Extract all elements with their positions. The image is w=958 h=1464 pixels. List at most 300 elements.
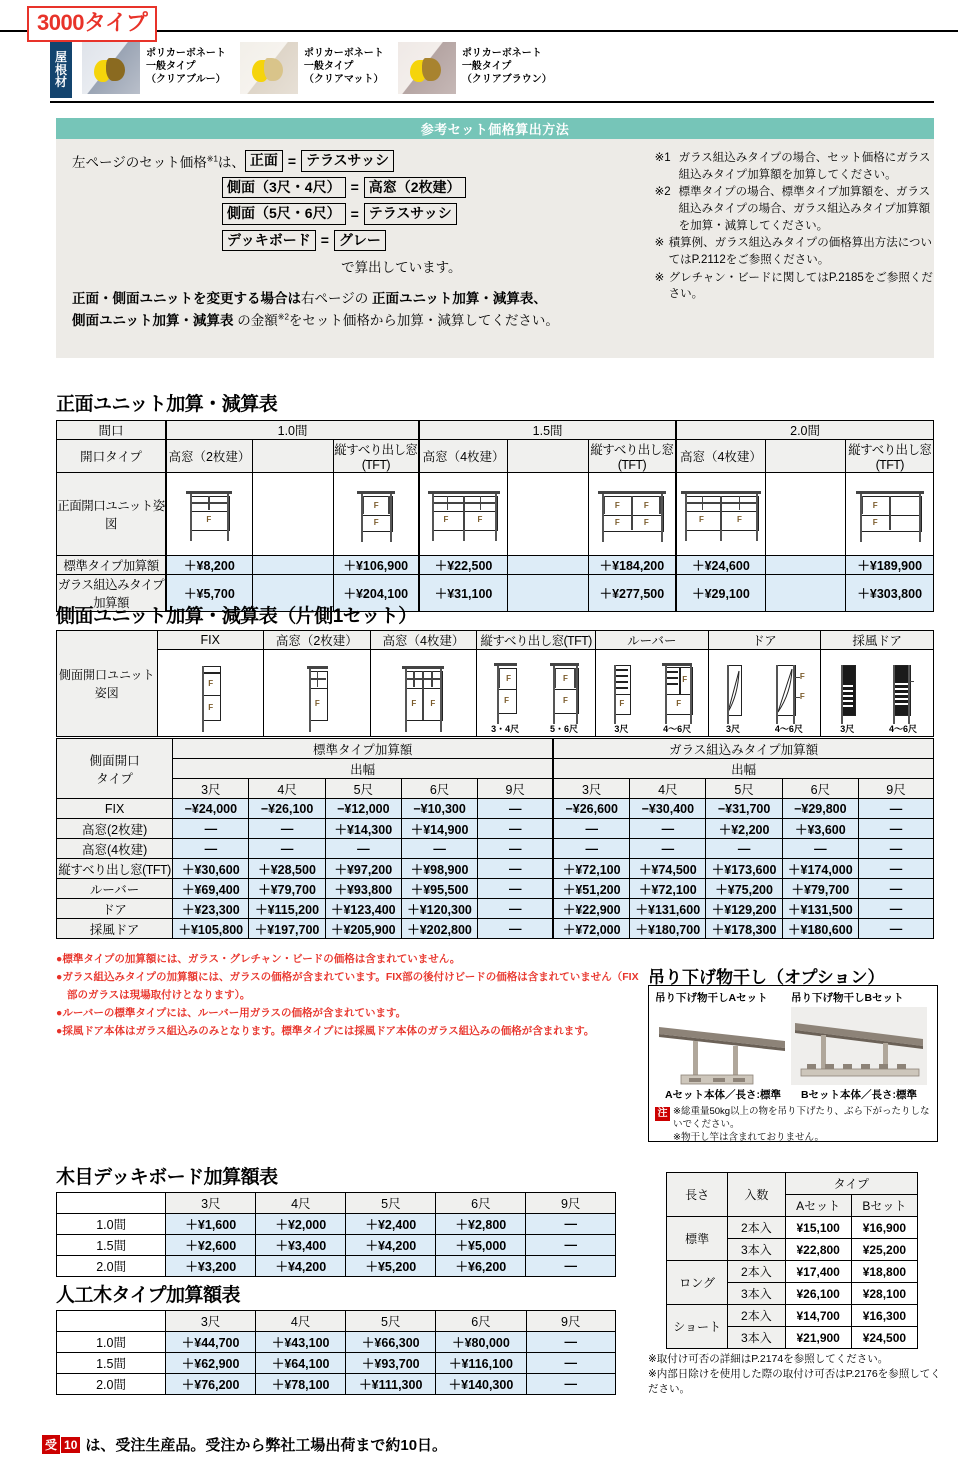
table-row-figures [57, 473, 934, 556]
table-row [57, 1235, 616, 1256]
front-glass-0: ＋¥5,700 [166, 575, 252, 612]
cell: ＋¥93,700 [346, 1353, 436, 1374]
deck-row-label-1: 1.5間 [57, 1235, 166, 1256]
side-figure-louver-group [595, 650, 708, 737]
cell: ＋¥116,100 [436, 1353, 526, 1374]
calc-key-side56: 側面（5尺・6尺） [222, 203, 346, 225]
cell: ＋¥111,300 [346, 1374, 436, 1395]
calc-note-line1 [72, 288, 651, 310]
hang-count: 2本入 [728, 1261, 785, 1283]
calc-key-front: 正面 [245, 150, 283, 172]
unit-drawing-louver-3: F [609, 661, 633, 725]
cell: ¥18,800 [851, 1261, 917, 1283]
side-figure-tft-group [477, 650, 596, 737]
table-row [57, 919, 934, 939]
table-row-side-figures [57, 650, 934, 737]
cell: ＋¥202,800 [401, 919, 477, 939]
front-row-label-glass: ガラス組込みタイプ加算額 [57, 575, 167, 612]
side-row-label-tft: 縦すべり出し窓(TFT) [57, 859, 173, 879]
table-row-header [57, 1311, 616, 1332]
deck-row-label-2: 2.0間 [57, 1256, 166, 1277]
side-row-label-door: ドア [57, 899, 173, 919]
cell: ＋¥5,000 [436, 1235, 526, 1256]
roof-material-label [50, 42, 72, 98]
cell: ＋¥75,200 [706, 879, 782, 899]
cell: — [478, 819, 554, 839]
cell: ＋¥97,200 [325, 859, 401, 879]
option-set-b [791, 990, 927, 1102]
red-note-2: ●ガラス組込みタイプの加算額には、ガラスの価格が含まれています。FIX部の後付けビードの価格は含まれていません（FIX [56, 971, 639, 984]
front-std-7 [765, 556, 846, 575]
option-set-a-image [655, 1007, 791, 1085]
option-set-a [655, 990, 791, 1102]
cell: ＋¥62,900 [166, 1353, 256, 1374]
hang-count: 2本入 [728, 1217, 785, 1239]
unit-drawing-door-4-6: F F [771, 661, 807, 725]
side-row-label-high4: 高窓(4枚建) [57, 839, 173, 859]
cell: ＋¥98,900 [401, 859, 477, 879]
side-table-title: 側面ユニット加算・減算表（片側1セット） [56, 606, 417, 627]
red-note-2-cont: 部のガラスは現場取付けとなります）。 [67, 989, 251, 1002]
reference-price-box [56, 118, 934, 358]
cell: ＋¥2,000 [256, 1214, 346, 1235]
calc-note-b1: 側面ユニット加算・減算表 [72, 312, 234, 328]
side-col-tft: 縦すべり出し窓(TFT) [477, 631, 596, 650]
jinko-width-1: 4尺 [256, 1311, 346, 1332]
front-row-label-kaiko: 開口タイプ [57, 440, 167, 473]
unit-drawing-vent-door-3 [836, 661, 858, 725]
side-width-glass-3: 6尺 [782, 779, 858, 799]
hang-count: 3本入 [728, 1239, 785, 1261]
side-figure-ventdoor-46 [888, 661, 918, 734]
cell: ¥16,900 [851, 1217, 917, 1239]
side-col-high2: 高窓（2枚建） [264, 631, 371, 650]
table-row [57, 839, 934, 859]
cell: ＋¥66,300 [346, 1332, 436, 1353]
cell: ＋¥3,200 [166, 1256, 256, 1277]
calc-value-deckboard: グレー [334, 230, 386, 252]
option-set-a-caption: 吊り下げ物干しAセット [655, 992, 768, 1004]
calc-lead-sup: ※1 [206, 154, 218, 164]
front-glass-7 [765, 575, 846, 612]
front-opening-5: 縦すべり出し窓(TFT) [588, 440, 676, 473]
option-bottom-notes [648, 1352, 948, 1398]
side-fig-caption-ventdoor-3: 3尺 [840, 724, 855, 734]
jinko-width-2: 5尺 [346, 1311, 436, 1332]
cell: ＋¥2,200 [706, 819, 782, 839]
calc-lead [72, 151, 245, 171]
front-figure-tft-3 [846, 473, 934, 556]
calc-note-item [655, 150, 934, 183]
side-figure-louver-46 [660, 661, 694, 734]
cell: ＋¥6,200 [436, 1256, 526, 1277]
calc-row-deckboard [222, 230, 651, 252]
cell: ＋¥173,600 [706, 859, 782, 879]
front-table-title: 正面ユニット加算・減算表 [56, 394, 278, 415]
cell: ＋¥205,900 [325, 919, 401, 939]
cell: ＋¥174,000 [782, 859, 858, 879]
lead-time-badge: 10 [61, 1437, 80, 1453]
unit-drawing-high-window-4: F F [426, 485, 502, 543]
side-unit-figure-table [56, 630, 934, 737]
calc-note-b-sup: ※2 [277, 312, 289, 322]
option-set-b-image [791, 1007, 927, 1085]
calc-change-note [72, 288, 651, 331]
jinko-corner [57, 1311, 166, 1332]
red-note-3: ●ルーバーの標準タイプには、ルーバー用ガラスの価格が含まれています。 [56, 1007, 407, 1020]
unit-drawing-side-high-window-2: F [304, 664, 330, 734]
front-figure-empty-2 [507, 473, 588, 556]
calc-row-front [72, 150, 651, 172]
front-opening-4 [507, 440, 588, 473]
calc-note-line2 [72, 310, 651, 332]
table-row [57, 899, 934, 919]
option-note-1: ※総重量50kg以上の物を吊り下げたり、ぶら下がったりしないでください。 [673, 1106, 930, 1130]
swatch-clear-blue [82, 42, 140, 94]
swatch-line2: 一般タイプ [303, 60, 354, 72]
roof-label-c3: 材 [54, 75, 67, 90]
swatch-caption-clear-brown [462, 42, 552, 86]
jinko-width-4: 9尺 [526, 1311, 615, 1332]
front-figure-tft-2 [588, 473, 676, 556]
front-row-label-figure: 正面開口ユニット姿図 [57, 473, 167, 556]
note-mark: ※1 [654, 152, 671, 164]
hang-header-length: 長さ [667, 1173, 728, 1217]
swatch-caption-clear-blue [146, 42, 226, 86]
front-glass-6: ＋¥29,100 [676, 575, 765, 612]
front-std-1 [252, 556, 333, 575]
hang-length-standard: 標準 [667, 1217, 728, 1261]
side-col-louver: ルーバー [595, 631, 708, 650]
front-opening-7 [765, 440, 846, 473]
cell: ＋¥23,300 [173, 899, 249, 919]
hang-count: 2本入 [728, 1305, 785, 1327]
cell: — [526, 1235, 616, 1256]
calc-value-front: テラスサッシ [301, 150, 394, 172]
cell: — [858, 919, 933, 939]
cell: — [249, 839, 325, 859]
table-row [57, 879, 934, 899]
cell: ＋¥115,200 [249, 899, 325, 919]
cell: −¥31,700 [706, 799, 782, 819]
cell: ＋¥131,600 [630, 899, 706, 919]
cell: ¥21,900 [785, 1327, 851, 1349]
front-opening-6: 高窓（4枚建） [676, 440, 765, 473]
option-title: 吊り下げ物干し（オプション） [648, 968, 885, 987]
side-width-glass-4: 9尺 [858, 779, 933, 799]
cell: ＋¥78,100 [256, 1374, 346, 1395]
cell: ＋¥197,700 [249, 919, 325, 939]
cell: — [526, 1332, 615, 1353]
front-opening-8: 縦すべり出し窓(TFT) [846, 440, 934, 473]
cell: ＋¥44,700 [166, 1332, 256, 1353]
wood-deck-board-table [56, 1192, 616, 1277]
front-opening-3: 高窓（4枚建） [419, 440, 507, 473]
swatch-caption-clear-matt [304, 42, 384, 86]
side-figure-high4 [370, 650, 477, 737]
deck-table-title: 木目デッキボード加算額表 [56, 1167, 278, 1188]
unit-drawing-tft-wide: F F F F [596, 485, 668, 543]
side-col-fix: FIX [157, 631, 264, 650]
table-row [57, 1332, 616, 1353]
option-note-2: ※物干し竿は含まれておりません。 [673, 1131, 825, 1143]
cell: — [478, 859, 554, 879]
cell: — [630, 839, 706, 859]
side-col-ventdoor: 採風ドア [821, 631, 934, 650]
side-figure-louver-3 [609, 661, 633, 734]
cell: ＋¥180,600 [782, 919, 858, 939]
option-caution [649, 1102, 937, 1144]
cell: ＋¥14,300 [325, 819, 401, 839]
unit-drawing-tft-wide-2: F F [854, 485, 926, 543]
front-std-4 [507, 556, 588, 575]
front-opening-0: 高窓（2枚建） [166, 440, 252, 473]
type-badge: 3000タイプ [27, 6, 157, 42]
cell: — [249, 819, 325, 839]
side-price-subhdr-std: 出幅 [173, 759, 554, 779]
note-text: ガラス組込みタイプの場合、セット価格にガラス組込みタイプ加算額を加算してください。 [678, 152, 931, 181]
side-fig-caption-louver-3: 3尺 [614, 724, 629, 734]
calc-note-item [655, 235, 934, 268]
hang-header-set-a: Aセット [785, 1195, 851, 1217]
option-set-b-caption: 吊り下げ物干しBセット [791, 992, 904, 1004]
equals-sign: = [320, 232, 329, 249]
calc-right-notes [651, 150, 934, 331]
front-std-0: ＋¥8,200 [166, 556, 252, 575]
jinko-table-title: 人工木タイプ加算額表 [56, 1285, 241, 1306]
unit-drawing-side-high-window-4: F F [400, 664, 446, 734]
cell: — [173, 839, 249, 859]
calc-note-a1: 正面・側面ユニットを変更する場合は [72, 291, 301, 306]
unit-drawing-tft-3-4: F F [491, 661, 519, 725]
front-glass-8: ＋¥303,800 [846, 575, 934, 612]
front-std-8: ＋¥189,900 [846, 556, 934, 575]
cell: ¥14,700 [785, 1305, 851, 1327]
side-row-label-ventdoor: 採風ドア [57, 919, 173, 939]
cell: ¥15,100 [785, 1217, 851, 1239]
swatch-line1: ポリカーボネート [146, 48, 226, 59]
table-row [57, 1256, 616, 1277]
cell: ＋¥43,100 [256, 1332, 346, 1353]
cell: ＋¥22,900 [553, 899, 630, 919]
side-fig-caption-door-46: 4〜6尺 [774, 724, 803, 734]
cell: −¥26,100 [249, 799, 325, 819]
swatch-clear-matt [240, 42, 298, 94]
deck-corner [57, 1193, 166, 1214]
side-price-group-glass: ガラス組込みタイプ加算額 [553, 739, 933, 759]
side-price-corner-label [57, 739, 173, 799]
front-span-1: 1.0間 [166, 421, 419, 440]
side-fig-label-l2: 姿図 [94, 685, 119, 700]
equals-sign: = [350, 205, 359, 222]
cell: ＋¥5,200 [346, 1256, 436, 1277]
cell: ＋¥79,700 [249, 879, 325, 899]
side-fig-caption-louver-46: 4〜6尺 [663, 724, 692, 734]
cell: ＋¥2,600 [166, 1235, 256, 1256]
cell: — [478, 879, 554, 899]
table-row-std-price [57, 556, 934, 575]
side-price-subhdr-glass: 出幅 [553, 759, 933, 779]
table-row-header [57, 1193, 616, 1214]
option-caution-text [673, 1106, 931, 1144]
cell: ＋¥4,200 [346, 1235, 436, 1256]
cell: ¥25,200 [851, 1239, 917, 1261]
side-width-std-4: 9尺 [478, 779, 554, 799]
cell: — [173, 819, 249, 839]
calc-row-side56 [222, 203, 651, 225]
reference-price-title: 参考セット価格算出方法 [56, 118, 934, 139]
calc-note-a3: 正面ユニット加算・減算表、 [371, 291, 547, 306]
calc-note-item [655, 184, 934, 234]
cell: ＋¥14,900 [401, 819, 477, 839]
cell: ＋¥72,000 [553, 919, 630, 939]
calc-value-side56: テラスサッシ [364, 203, 457, 225]
front-opening-2: 縦すべり出し窓(TFT) [333, 440, 419, 473]
cell: ¥26,100 [785, 1283, 851, 1305]
unit-drawing-tft: F F [353, 485, 399, 543]
jinko-width-3: 6尺 [436, 1311, 526, 1332]
swatch-line2: 一般タイプ [461, 60, 512, 72]
front-figure-empty-1 [252, 473, 333, 556]
swatch-group [82, 42, 566, 94]
note-text: 標準タイプの場合、標準タイプ加算額を、ガラス組込みタイプの場合、ガラス組込みタイプ加算額を加算・減算してください。 [678, 186, 931, 232]
table-row [57, 819, 934, 839]
cell: ＋¥140,300 [436, 1374, 526, 1395]
cell: ＋¥2,400 [346, 1214, 436, 1235]
unit-drawing-louver-4-6: F F [660, 661, 694, 725]
side-width-glass-1: 4尺 [630, 779, 706, 799]
front-glass-5: ＋¥277,500 [588, 575, 676, 612]
cell: ＋¥120,300 [401, 899, 477, 919]
side-figure-high2 [264, 650, 371, 737]
cell: ＋¥28,500 [249, 859, 325, 879]
side-figure-tft-56 [547, 661, 581, 734]
front-figure-empty-3 [765, 473, 846, 556]
roof-label-c1: 屋 [54, 50, 67, 65]
hang-header-type: タイプ [785, 1173, 917, 1195]
cell: — [858, 879, 933, 899]
side-fig-label-l1: 側面開口ユニット [58, 667, 155, 682]
cell: — [858, 819, 933, 839]
cell: −¥12,000 [325, 799, 401, 819]
side-width-std-2: 5尺 [325, 779, 401, 799]
calc-left-column [56, 150, 651, 331]
jinko-row-label-1: 1.5間 [57, 1353, 166, 1374]
table-row [57, 1374, 616, 1395]
cell: ＋¥3,600 [782, 819, 858, 839]
table-row [57, 1214, 616, 1235]
hang-length-short: ショート [667, 1305, 728, 1349]
artificial-wood-table [56, 1310, 616, 1395]
side-figure-ventdoor-group [821, 650, 934, 737]
table-row-header-1 [667, 1173, 918, 1195]
table-row-group-headers [57, 739, 934, 759]
hanger-b-illustration [791, 1007, 927, 1085]
calc-note-b3: をセット価格から加算・減算してください。 [288, 312, 559, 328]
front-unit-table [56, 420, 934, 612]
cell: — [526, 1374, 615, 1395]
cell: — [325, 839, 401, 859]
deck-width-3: 6尺 [436, 1193, 526, 1214]
cell: — [478, 899, 554, 919]
corner-label-l2: タイプ [96, 771, 134, 786]
unit-drawing-vent-door-4-6 [888, 661, 918, 725]
deck-width-4: 9尺 [526, 1193, 616, 1214]
unit-drawing-high-window-4-wide: F F [679, 485, 763, 543]
hang-header-count: 入数 [728, 1173, 785, 1217]
jinko-width-0: 3尺 [166, 1311, 256, 1332]
side-figure-tft-34 [491, 661, 519, 734]
cell: — [782, 839, 858, 859]
red-note-1: ●標準タイプの加算額には、ガラス・グレチャン・ビードの価格は含まれていません。 [56, 953, 461, 965]
cell: ＋¥123,400 [325, 899, 401, 919]
swatch-line1: ポリカーボネート [461, 48, 542, 59]
cell: — [526, 1214, 616, 1235]
cell: −¥24,000 [173, 799, 249, 819]
cell: ＋¥30,600 [173, 859, 249, 879]
unit-drawing-high-window-2: F [182, 485, 236, 543]
cell: ＋¥1,600 [166, 1214, 256, 1235]
front-figure-takamado4-a [419, 473, 507, 556]
front-row-label-maguchi: 間口 [57, 421, 167, 440]
side-figure-door-3 [722, 661, 744, 734]
note-mark: ※2 [654, 186, 671, 199]
calc-row-side34 [222, 177, 651, 199]
side-row-label-fix: FIX [57, 799, 173, 819]
caution-icon: 注 [655, 1107, 670, 1121]
table-row [667, 1261, 918, 1283]
made-to-order-badge: 受 [42, 1435, 60, 1454]
red-note-4: ●採風ドア本体はガラス組込みのみとなります。標準タイプには採風ドア本体のガラス組込みの価格が含まれます。 [56, 1025, 595, 1038]
table-row [57, 799, 934, 819]
option-set-a-sub: Aセット本体／長さ:標準 [664, 1089, 782, 1101]
footer-note [42, 1434, 447, 1455]
front-span-2: 1.5間 [419, 421, 676, 440]
swatch-line3: （クリアブラウン） [461, 73, 552, 85]
cell: ＋¥2,800 [436, 1214, 526, 1235]
note-text: 積算例、ガラス組込みタイプの価格算出方法についてはP.2112をご参照ください。 [668, 237, 933, 267]
front-opening-1 [252, 440, 333, 473]
jinko-row-label-2: 2.0間 [57, 1374, 166, 1395]
cell: ＋¥180,700 [630, 919, 706, 939]
table-row-opening [57, 440, 934, 473]
front-std-5: ＋¥184,200 [588, 556, 676, 575]
cell: ＋¥4,200 [256, 1256, 346, 1277]
calc-key-side34: 側面（3尺・4尺） [222, 177, 346, 199]
hang-length-long: ロング [667, 1261, 728, 1305]
side-fig-row-label [57, 631, 158, 737]
cell: ＋¥105,800 [173, 919, 249, 939]
cell: — [706, 839, 782, 859]
calc-note-item [655, 270, 934, 303]
front-std-3: ＋¥22,500 [419, 556, 507, 575]
table-row [667, 1305, 918, 1327]
calc-note-a2: 右ページの [300, 291, 369, 306]
cell: ＋¥51,200 [553, 879, 630, 899]
cell: — [858, 859, 933, 879]
equals-sign: = [350, 179, 359, 196]
note-mark: ※ [654, 237, 665, 250]
cell: — [630, 819, 706, 839]
side-col-door: ドア [708, 631, 821, 650]
deck-width-0: 3尺 [166, 1193, 256, 1214]
note-text: グレチャン・ビードに関してはP.2185をご参照ください。 [668, 271, 933, 301]
cell: ＋¥178,300 [706, 919, 782, 939]
cell: — [858, 839, 933, 859]
cell: −¥26,600 [553, 799, 630, 819]
side-col-high4: 高窓（4枚建） [370, 631, 477, 650]
note-mark: ※ [654, 271, 665, 284]
